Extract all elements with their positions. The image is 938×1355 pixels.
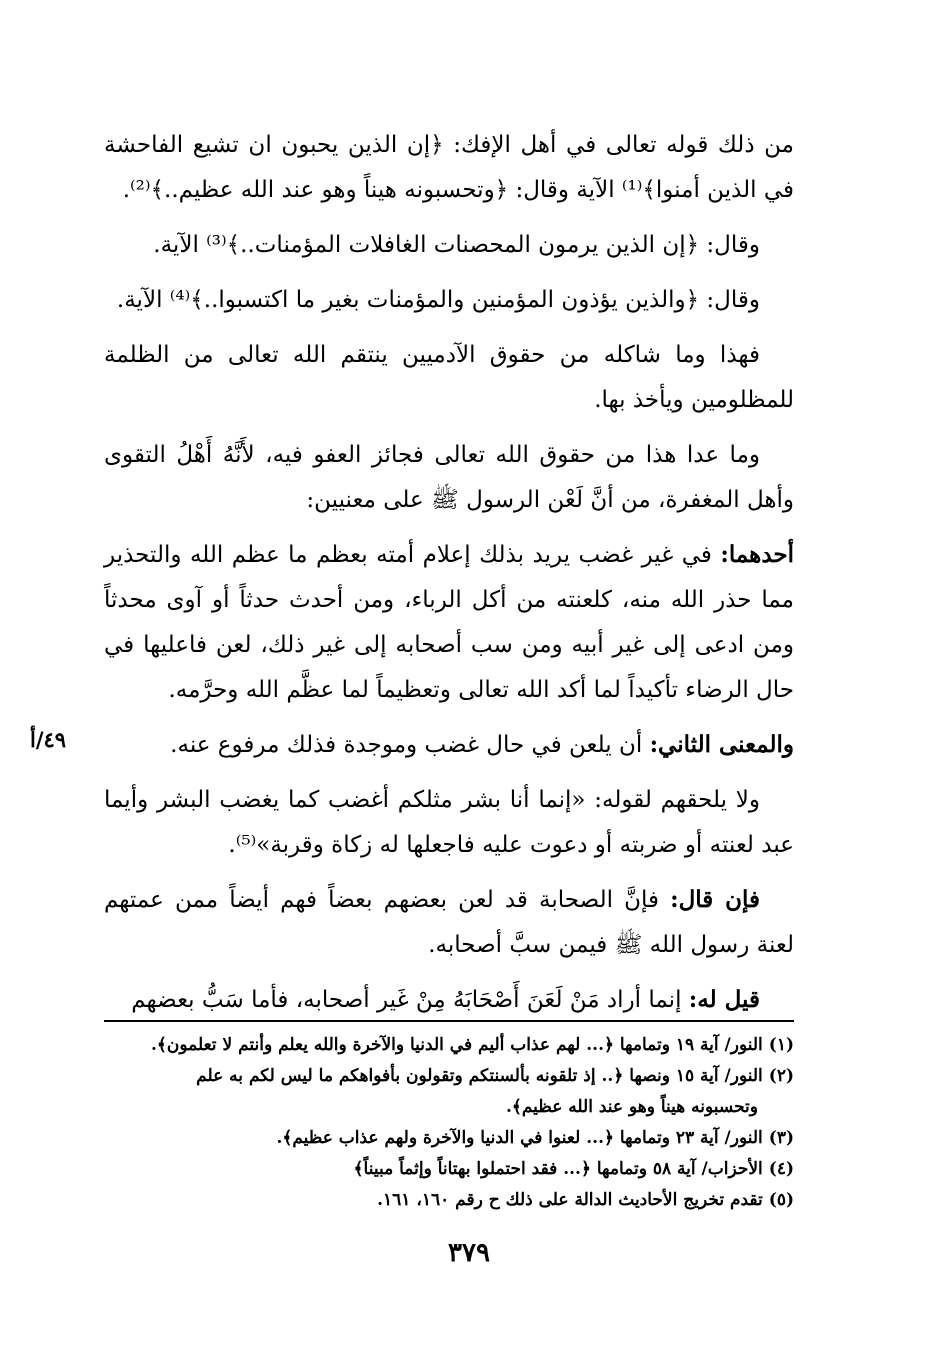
footnote-text: النور/ آية ١٩ وتمامها ﴿... لهم عذاب أليم في الدنيا والآخرة والله يعلم وأنتم لا تعلمون﴾. (151, 1035, 763, 1055)
footnote-number: (٤) (768, 1159, 794, 1179)
manuscript-folio-note: ٤٩/أ (30, 727, 67, 752)
paragraph-7 (104, 722, 794, 768)
footnotes (104, 1030, 794, 1216)
paragraph-text: فهذا وما شاكله من حقوق الآدميين ينتقم الله تعالى من الظلمة للمظلومين ويأخذ بها. (104, 342, 794, 413)
footnote-text: تقدم تخريج الأحاديث الدالة على ذلك ح رقم ١٦٠، ١٦١. (377, 1190, 763, 1210)
paragraph-text: في غير غضب يريد بذلك إعلام أمته بعظم ما عظم الله والتحذير مما حذر الله منه، كلعنته من أكل الرباء، ومن أحدث حدثاً أو آوى محدثاً ومن ادعى إلى غير أبيه ومن سب أصحابه إلى غير ذلك، لعن فاعليها في حال الرضاء تأكيداً لما أكد الله تعالى وتعظيماً لما عظَّم الله وحرَّمه. (104, 542, 794, 703)
footnote-number: (١) (768, 1035, 794, 1055)
paragraph-text: وقال: ﴿إن الذين يرمون المحصنات الغافلات المؤمنات..﴾⁽³⁾ الآية. (153, 232, 760, 258)
paragraph-9 (104, 877, 794, 968)
footnote-1 (104, 1030, 794, 1061)
footnote-text: النور/ آية ١٥ ونصها ﴿.. إذ تلقونه بألسنتكم وتقولون بأفواهكم ما ليس لكم به علم (196, 1066, 763, 1086)
footnote-2 (104, 1061, 794, 1123)
paragraph-lead: والمعنى الثاني: (649, 731, 794, 758)
footnote-5 (104, 1185, 794, 1216)
footnote-3 (104, 1123, 794, 1154)
footnote-continuation: وتحسبونه هيناً وهو عند الله عظيم﴾. (505, 1097, 758, 1117)
footnote-4 (104, 1154, 794, 1185)
paragraph-lead: قيل له: (688, 986, 760, 1013)
footnote-text: النور/ آية ٢٣ وتمامها ﴿... لعنوا في الدنيا والآخرة ولهم عذاب عظيم﴾. (276, 1128, 763, 1148)
paragraph-text: وقال: ﴿والذين يؤذون المؤمنين والمؤمنات بغير ما اكتسبوا..﴾⁽⁴⁾ الآية. (116, 287, 760, 313)
paragraph-6 (104, 532, 794, 713)
paragraph-lead: فإن قال: (670, 886, 761, 913)
paragraph-1 (104, 122, 794, 213)
page-number: ٣٧٩ (448, 1238, 490, 1268)
paragraph-text: إنما أراد مَنْ لَعَنَ أَصْحَابَهُ مِنْ غَير أصحابه، فأما سَبُّ بعضهم (131, 987, 689, 1013)
footnote-text: الأحزاب/ آية ٥٨ وتمامها ﴿... فقد احتملوا بهتاناً وإثماً مبيناً﴾ (353, 1159, 763, 1179)
paragraph-lead: أحدهما: (720, 541, 794, 568)
paragraph-4 (104, 332, 794, 423)
footnote-separator (104, 1020, 794, 1022)
paragraph-text: أن يلعن في حال غضب وموجدة فذلك مرفوع عنه. (170, 732, 650, 758)
paragraph-2 (104, 222, 794, 268)
paragraph-text: وما عدا هذا من حقوق الله تعالى فجائز العفو فيه، لأَنَّهُ أَهْلُ التقوى وأهل المغفرة، من أنَّ لَعْن الرسول ﷺ على معنيين: (104, 442, 794, 513)
paragraph-text: من ذلك قوله تعالى في أهل الإفك: ﴿إن الذين يحبون ان تشيع الفاحشة في الذين أمنوا﴾⁽¹⁾ الآية وقال: ﴿وتحسبونه هيناً وهو عند الله عظيم..﴾⁽²⁾. (104, 132, 794, 203)
footnote-number: (٢) (768, 1066, 794, 1086)
main-text (104, 122, 794, 1032)
paragraph-text: فإنَّ الصحابة قد لعن بعضهم بعضاً فهم أيضاً ممن عمتهم لعنة رسول الله ﷺ فيمن سبَّ أصحابه. (104, 887, 794, 958)
footnote-number: (٣) (768, 1128, 794, 1148)
footnote-number: (٥) (768, 1190, 794, 1210)
paragraph-10 (104, 977, 794, 1023)
paragraph-3 (104, 277, 794, 323)
paragraph-5 (104, 432, 794, 523)
paragraph-text: ولا يلحقهم لقوله: «إنما أنا بشر مثلكم أغضب كما يغضب البشر وأيما عبد لعنته أو ضربته أو دعوت عليه فاجعلها له زكاة وقربة»⁽⁵⁾. (104, 787, 794, 858)
paragraph-8 (104, 777, 794, 868)
